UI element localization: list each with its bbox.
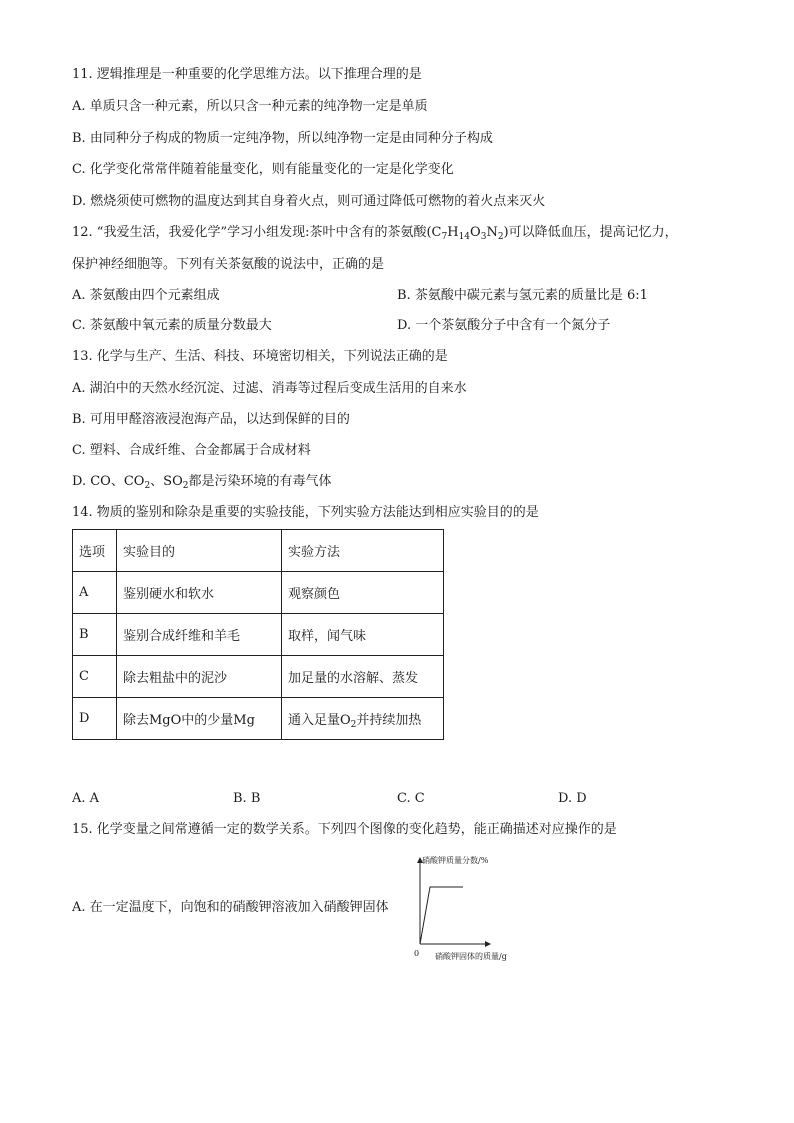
table-cell: 取样，闻气味 xyxy=(282,614,444,656)
table-cell: A xyxy=(73,572,117,614)
q13-option-a: A. 湖泊中的天然水经沉淀、过滤、消毒等过程后变成生活用的自来水 xyxy=(72,381,467,396)
table-row xyxy=(73,656,444,698)
table-cell: D xyxy=(73,698,117,740)
q13-stem: 13. 化学与生产、生活、科技、环境密切相关，下列说法正确的是 xyxy=(72,349,448,364)
q12-option-c: C. 茶氨酸中氧元素的质量分数最大 xyxy=(72,318,272,333)
table-header-cell: 选项 xyxy=(73,530,117,572)
q12-option-d: D. 一个茶氨酸分子中含有一个氮分子 xyxy=(397,318,611,333)
q11-option-b: B. 由同种分子构成的物质一定纯净物，所以纯净物一定是由同种分子构成 xyxy=(72,131,493,146)
q11-stem: 11. 逻辑推理是一种重要的化学思维方法。以下推理合理的是 xyxy=(72,67,422,82)
table-header-row xyxy=(73,530,444,572)
table-cell: C xyxy=(73,656,117,698)
q12-stem-line2: 保护神经细胞等。下列有关茶氨酸的说法中，正确的是 xyxy=(72,257,385,272)
q11-option-a: A. 单质只含一种元素，所以只含一种元素的纯净物一定是单质 xyxy=(72,99,428,114)
y-axis-label: 硝酸钾质量分数/% xyxy=(422,856,489,865)
table-cell: 鉴别合成纤维和羊毛 xyxy=(117,614,282,656)
table-cell: 除去MgO中的少量Mg xyxy=(117,698,282,740)
x-axis-label: 硝酸钾固体的质量/g xyxy=(435,952,507,961)
q13-option-c: C. 塑料、合成纤维、合金都属于合成材料 xyxy=(72,443,311,458)
q15-option-a: A. 在一定温度下，向饱和的硝酸钾溶液加入硝酸钾固体 xyxy=(72,900,389,915)
q14-answer-c: C. C xyxy=(397,791,425,806)
table-cell: 加足量的水溶解、蒸发 xyxy=(282,656,444,698)
table-cell: 除去粗盐中的泥沙 xyxy=(117,656,282,698)
q13-option-b: B. 可用甲醛溶液浸泡海产品，以达到保鲜的目的 xyxy=(72,412,350,427)
q13-option-d: D. CO、$CO_2$、$SO_2$都是污染环境的有毒气体 xyxy=(72,474,332,491)
q14-answer-d: D. D xyxy=(558,791,587,806)
table-cell: 鉴别硬水和软水 xyxy=(117,572,282,614)
origin-label: 0 xyxy=(414,949,420,958)
q14-answer-a: A. A xyxy=(72,791,100,806)
q12-option-a: A. 茶氨酸由四个元素组成 xyxy=(72,288,220,303)
graph-curve xyxy=(420,887,463,944)
q15-stem: 15. 化学变量之间常遵循一定的数学关系。下列四个图像的变化趋势，能正确描述对应操作的是 xyxy=(72,822,617,837)
q14-table xyxy=(72,529,444,740)
q11-option-c: C. 化学变化常常伴随着能量变化，则有能量变化的一定是化学变化 xyxy=(72,162,454,177)
table-header-cell: 实验目的 xyxy=(117,530,282,572)
table-cell: 通入足量$O_2$并持续加热 xyxy=(282,698,444,740)
q15-graph xyxy=(408,852,548,964)
q14-stem: 14. 物质的鉴别和除杂是重要的实验技能，下列实验方法能达到相应实验目的的是 xyxy=(72,505,539,520)
table-cell: B xyxy=(73,614,117,656)
table-header-cell: 实验方法 xyxy=(282,530,444,572)
q12-stem: 12. “我爱生活，我爱化学”学习小组发现:茶叶中含有的茶氨酸$(C_7H_{14}O_3N_2)$可以降低血压，提高记忆力， xyxy=(72,225,678,242)
q12-option-b: B. 茶氨酸中碳元素与氢元素的质量比是 6:1 xyxy=(397,288,648,303)
table-row xyxy=(73,698,444,740)
q14-answer-b: B. B xyxy=(233,791,261,806)
table-row xyxy=(73,614,444,656)
table-row xyxy=(73,572,444,614)
q11-option-d: D. 燃烧须使可燃物的温度达到其自身着火点，则可通过降低可燃物的着火点来灭火 xyxy=(72,194,546,209)
table-cell: 观察颜色 xyxy=(282,572,444,614)
